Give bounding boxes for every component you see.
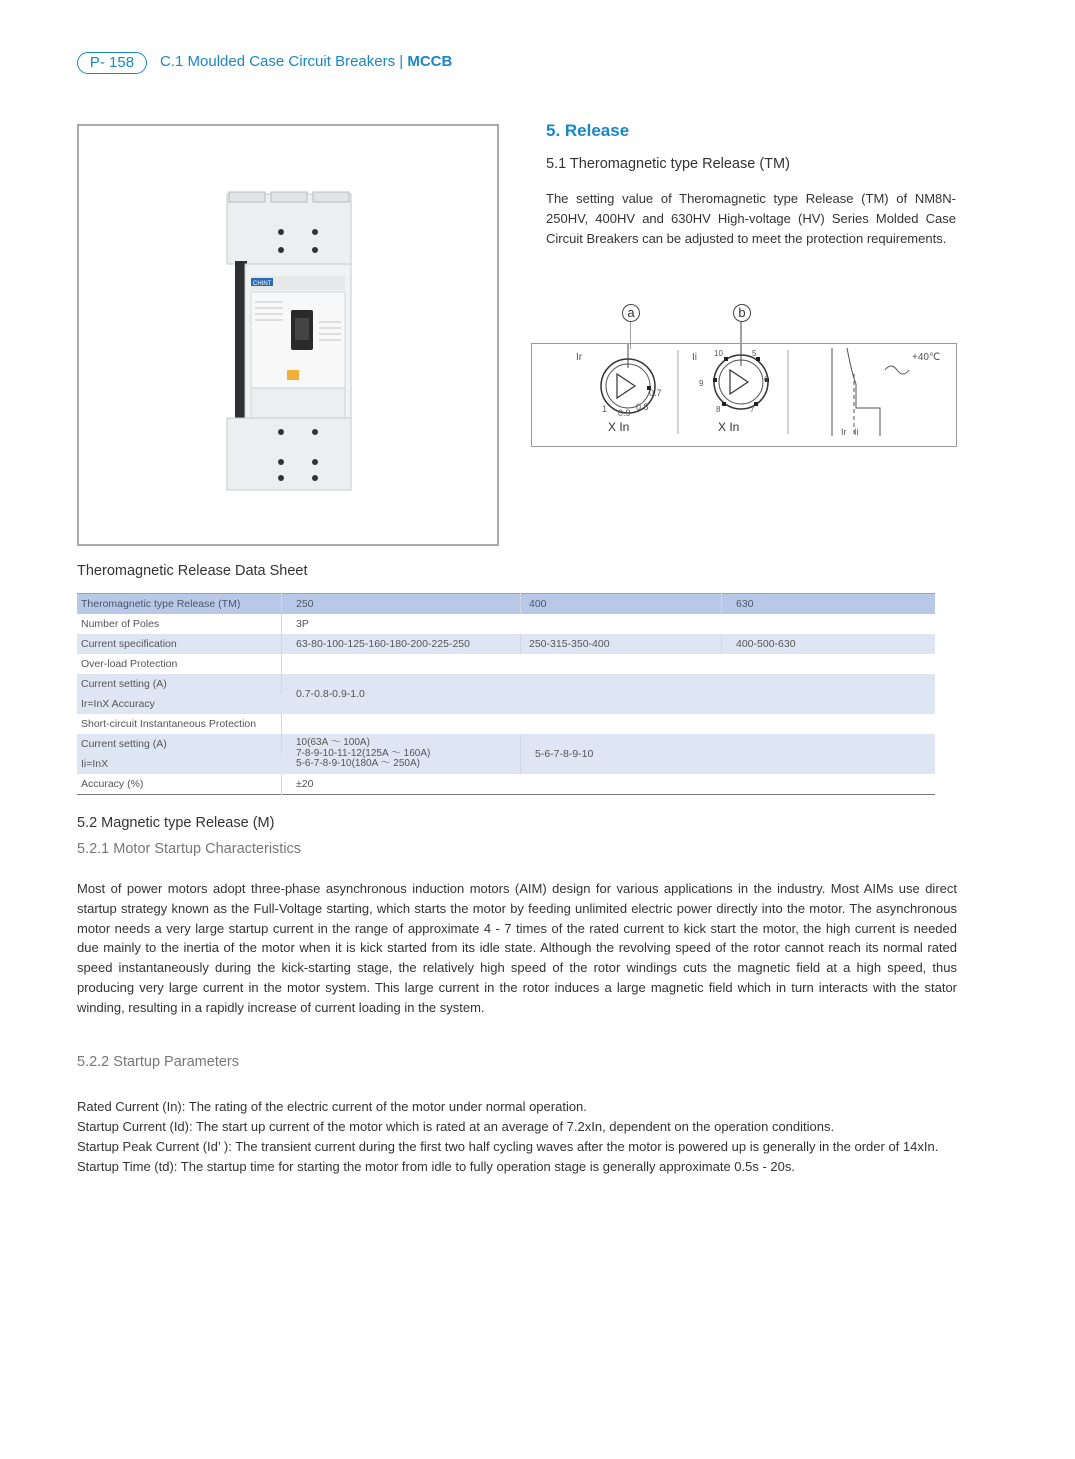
- table-row: [77, 654, 935, 674]
- curve-x-label-ii: Ii: [854, 427, 859, 437]
- table-cell-line: 5-6-7-8-9-10(180A ～ 250A): [296, 758, 420, 770]
- dial-b-axis: Ii: [692, 352, 697, 363]
- dial-b-tick-9: 9: [699, 379, 704, 388]
- dial-b-tick-7: 7: [750, 405, 755, 414]
- table-cell: 63-80-100-125-160-180-200-225-250: [282, 634, 521, 654]
- dial-b-label: b: [733, 304, 751, 322]
- table-cell: Ii=InX: [77, 754, 282, 774]
- parameter-line: Startup Time (td): The startup time for starting the motor from idle to fully operation stage is generally approximate 0.5s - 20s.: [77, 1159, 795, 1174]
- table-cell-line: 10(63A ～ 100A): [296, 737, 370, 749]
- product-photo-frame: [77, 124, 499, 546]
- table-header-cell: 400: [521, 594, 722, 615]
- dial-a-label: a: [622, 304, 640, 322]
- table-cell: 3P: [282, 614, 936, 634]
- parameter-line: Rated Current (In): The rating of the electric current of the motor under normal operation.: [77, 1099, 587, 1114]
- dial-a-tick-3: 0.8: [636, 402, 649, 412]
- table-cell: Over-load Protection: [77, 654, 282, 674]
- motor-startup-paragraph: Most of power motors adopt three-phase asynchronous induction motors (AIM) design for various applications in the industry. Most AIMs use direct startup strategy known as the Full-Voltage starting, which starts the motor by feeding unlimited electric power directly into the motor. The asynchronous motor needs a very large startup current in the range of approximate 4 - 7 times of the rated current to kick start the motor, the high current is needed due mainly to the inertia of the motor when it is kick started from its idle state. Although the revolving speed of the rotor cannot reach its normal rated speed instantaneously during the kick-starting stage, the relatively high speed of the rotor windings cuts the magnetic field at a high speed, thus producing very large current in the motor system. This large current in the rotor induces a large magnetic field which in turn interacts with the stator winding, resulting in a rapidly increase of current loading in the system.: [77, 881, 957, 1015]
- dial-b-tick-6: 6: [764, 375, 769, 384]
- datasheet-table: [77, 593, 935, 795]
- release-paragraph: The setting value of Theromagnetic type Release (TM) of NM8N-250HV, 400HV and 630HV High-voltage (HV) Series Molded Case Circuit Breakers can be adjusted to meet the protection requirements.: [546, 191, 956, 246]
- startup-parameters-subtitle: 5.2.2 Startup Parameters: [77, 1054, 239, 1070]
- release-setting-diagram: [531, 343, 957, 447]
- dial-b-tick-8: 8: [716, 405, 721, 414]
- table-row: [77, 774, 935, 795]
- header-title-bold: MCCB: [407, 53, 453, 70]
- table-cell: 0.7-0.8-0.9-1.0: [282, 674, 936, 714]
- startup-parameters-list: [77, 1097, 957, 1177]
- dial-a-tick-2: 0.9: [618, 408, 631, 418]
- table-cell-multiline: [282, 734, 521, 774]
- table-cell: [282, 714, 936, 734]
- table-row: [77, 714, 935, 734]
- table-cell: 250-315-350-400: [521, 634, 722, 654]
- mccb-breaker-image: [79, 126, 497, 544]
- header-title-text: C.1 Moulded Case Circuit Breakers: [160, 53, 396, 70]
- table-row: [77, 614, 935, 634]
- header-title: [160, 52, 452, 72]
- curve-x-label-ir: Ir: [841, 427, 847, 437]
- table-cell: Ir=InX Accuracy: [77, 694, 282, 714]
- table-header-cell: 250: [282, 594, 521, 615]
- table-cell: Number of Poles: [77, 614, 282, 634]
- dial-a-tick-4: 0.7: [649, 388, 662, 398]
- curve-temperature: +40℃: [912, 352, 941, 363]
- table-cell: Short-circuit Instantaneous Protection: [77, 714, 282, 734]
- parameter-line: Startup Current (Id): The start up current of the motor which is rated at an average of 7.2xIn, dependent on the operation conditions.: [77, 1119, 835, 1134]
- section-subtitle: 5.1 Theromagnetic type Release (TM): [546, 156, 790, 172]
- table-header-row: [77, 594, 935, 615]
- brand-logo-text: CHINT: [253, 281, 272, 287]
- dial-a-axis: Ir: [576, 352, 583, 363]
- page-number-badge: P- 158: [77, 52, 147, 74]
- parameter-line: Startup Peak Current (Id’ ): The transient current during the first two half cycling waves after the motor is powered up is generally in the order of 14xIn.: [77, 1139, 939, 1154]
- table-header-cell: 630: [722, 594, 936, 615]
- header-separator: |: [399, 53, 404, 70]
- dial-a-tick-1: 1: [602, 404, 608, 414]
- table-row: [77, 734, 935, 754]
- datasheet-title: Theromagnetic Release Data Sheet: [77, 563, 308, 579]
- table-cell-line: 7-8-9-10-11-12(125A ～ 160A): [296, 747, 431, 759]
- table-cell: 5-6-7-8-9-10: [521, 734, 936, 774]
- table-row: [77, 634, 935, 654]
- table-row: [77, 674, 935, 694]
- table-cell: Current specification: [77, 634, 282, 654]
- magnetic-title: 5.2 Magnetic type Release (M): [77, 815, 275, 831]
- table-cell: ±20: [282, 774, 936, 795]
- table-cell: Current setting (A): [77, 734, 282, 754]
- dial-a-unit: X In: [608, 420, 630, 434]
- dial-b-tick-10: 10: [714, 349, 723, 358]
- section-title: 5. Release: [546, 121, 630, 140]
- dial-b-unit: X In: [718, 420, 740, 434]
- table-header-cell: Theromagnetic type Release (TM): [77, 594, 282, 615]
- table-cell: Current setting (A): [77, 674, 282, 694]
- table-cell: 400-500-630: [722, 634, 936, 654]
- motor-startup-subtitle: 5.2.1 Motor Startup Characteristics: [77, 841, 302, 857]
- table-cell: [282, 654, 936, 674]
- table-cell: Accuracy (%): [77, 774, 282, 795]
- dial-b-tick-5: 5: [752, 349, 757, 358]
